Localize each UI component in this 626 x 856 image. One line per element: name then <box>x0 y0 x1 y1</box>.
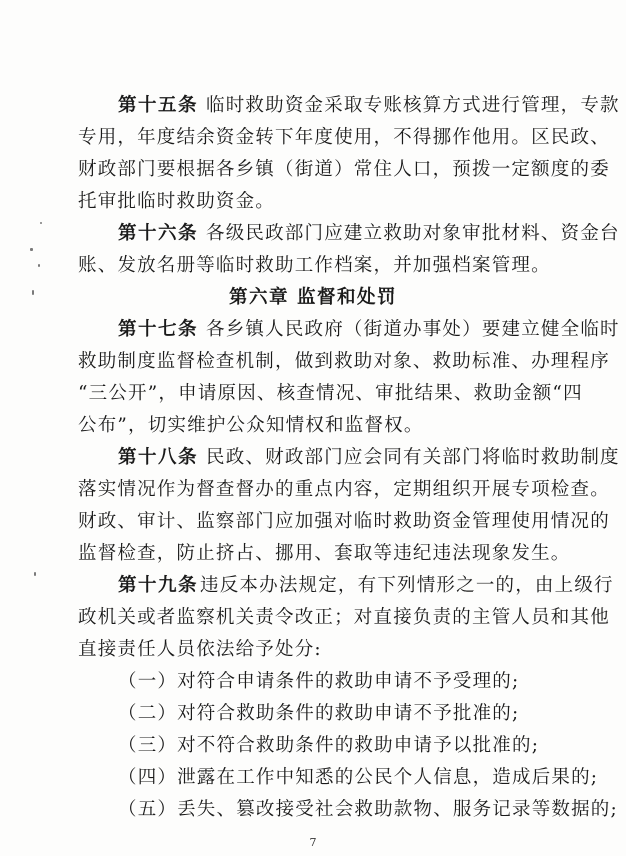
article-18-text-1: 民政、财政部门应会同有关部门将临时救助制度 <box>206 447 620 468</box>
article-15-line-3: 财政部门要根据各乡镇（街道）常住人口，预拨一定额度的委 <box>78 159 610 180</box>
article-15-line-4: 托审批临时救助资金。 <box>78 191 276 212</box>
page-number: 7 <box>309 836 317 849</box>
scan-speck <box>38 264 40 267</box>
article-19-line-3: 直接责任人员依法给予处分: <box>78 639 322 660</box>
article-19-line-1 <box>118 574 614 598</box>
scan-speck <box>34 572 36 576</box>
scan-speck <box>30 248 33 251</box>
article-16-line-1 <box>118 222 620 246</box>
article-19-line-2: 政机关或者监察机关责令改正；对直接负责的主管人员和其他 <box>78 607 610 628</box>
article-17-line-2: 救助制度监督检查机制，做到救助对象、救助标准、办理程序 <box>78 351 610 372</box>
article-19-heading: 第十九条 <box>118 575 199 596</box>
scan-speck <box>40 222 42 224</box>
article-19-text-1: 违反本办法规定，有下列情形之一的，由上级行 <box>200 575 614 596</box>
article-19-item-1: （一）对符合申请条件的救助申请不予受理的; <box>118 671 520 692</box>
article-16-text-1: 各级民政部门应建立救助对象审批材料、资金台 <box>206 223 620 244</box>
scan-speck <box>32 290 34 295</box>
article-17-heading: 第十七条 <box>118 319 199 340</box>
article-18-line-4: 监督检查，防止挤占、挪用、套取等违纪违法现象发生。 <box>78 543 571 564</box>
article-17-line-1 <box>118 318 620 342</box>
article-15-line-1 <box>118 94 620 118</box>
article-18-heading: 第十八条 <box>118 447 199 468</box>
chapter-6-title: 第六章 监督和处罚 <box>229 287 397 308</box>
article-16-heading: 第十六条 <box>118 223 199 244</box>
article-18-line-2: 落实情况作为督查督办的重点内容，定期组织开展专项检查。 <box>78 479 610 500</box>
article-15-line-2: 专用，年度结余资金转下年度使用，不得挪作他用。区民政、 <box>78 127 610 148</box>
article-18-line-3: 财政、审计、监察部门应加强对临时救助资金管理使用情况的 <box>78 511 610 532</box>
article-17-line-3: “三公开”，申请原因、核查情况、审批结果、救助金额“四 <box>78 383 583 404</box>
article-18-line-1 <box>118 446 620 470</box>
article-19-item-3: （三）对不符合救助条件的救助申请予以批准的; <box>118 735 540 756</box>
article-19-item-5: （五）丢失、篡改接受社会救助款物、服务记录等数据的; <box>118 799 618 820</box>
article-15-heading: 第十五条 <box>118 95 199 116</box>
article-19-item-2: （二）对符合救助条件的救助申请不予批准的; <box>118 703 520 724</box>
article-15-text-1: 临时救助资金采取专账核算方式进行管理，专款 <box>206 95 620 116</box>
article-19-item-4: （四）泄露在工作中知悉的公民个人信息，造成后果的; <box>118 767 599 788</box>
article-16-line-2: 账、发放名册等临时救助工作档案，并加强档案管理。 <box>78 255 551 276</box>
article-17-line-4: 公布”，切实维护公众知情权和监督权。 <box>78 415 424 436</box>
article-17-text-1: 各乡镇人民政府（街道办事处）要建立健全临时 <box>206 319 620 340</box>
